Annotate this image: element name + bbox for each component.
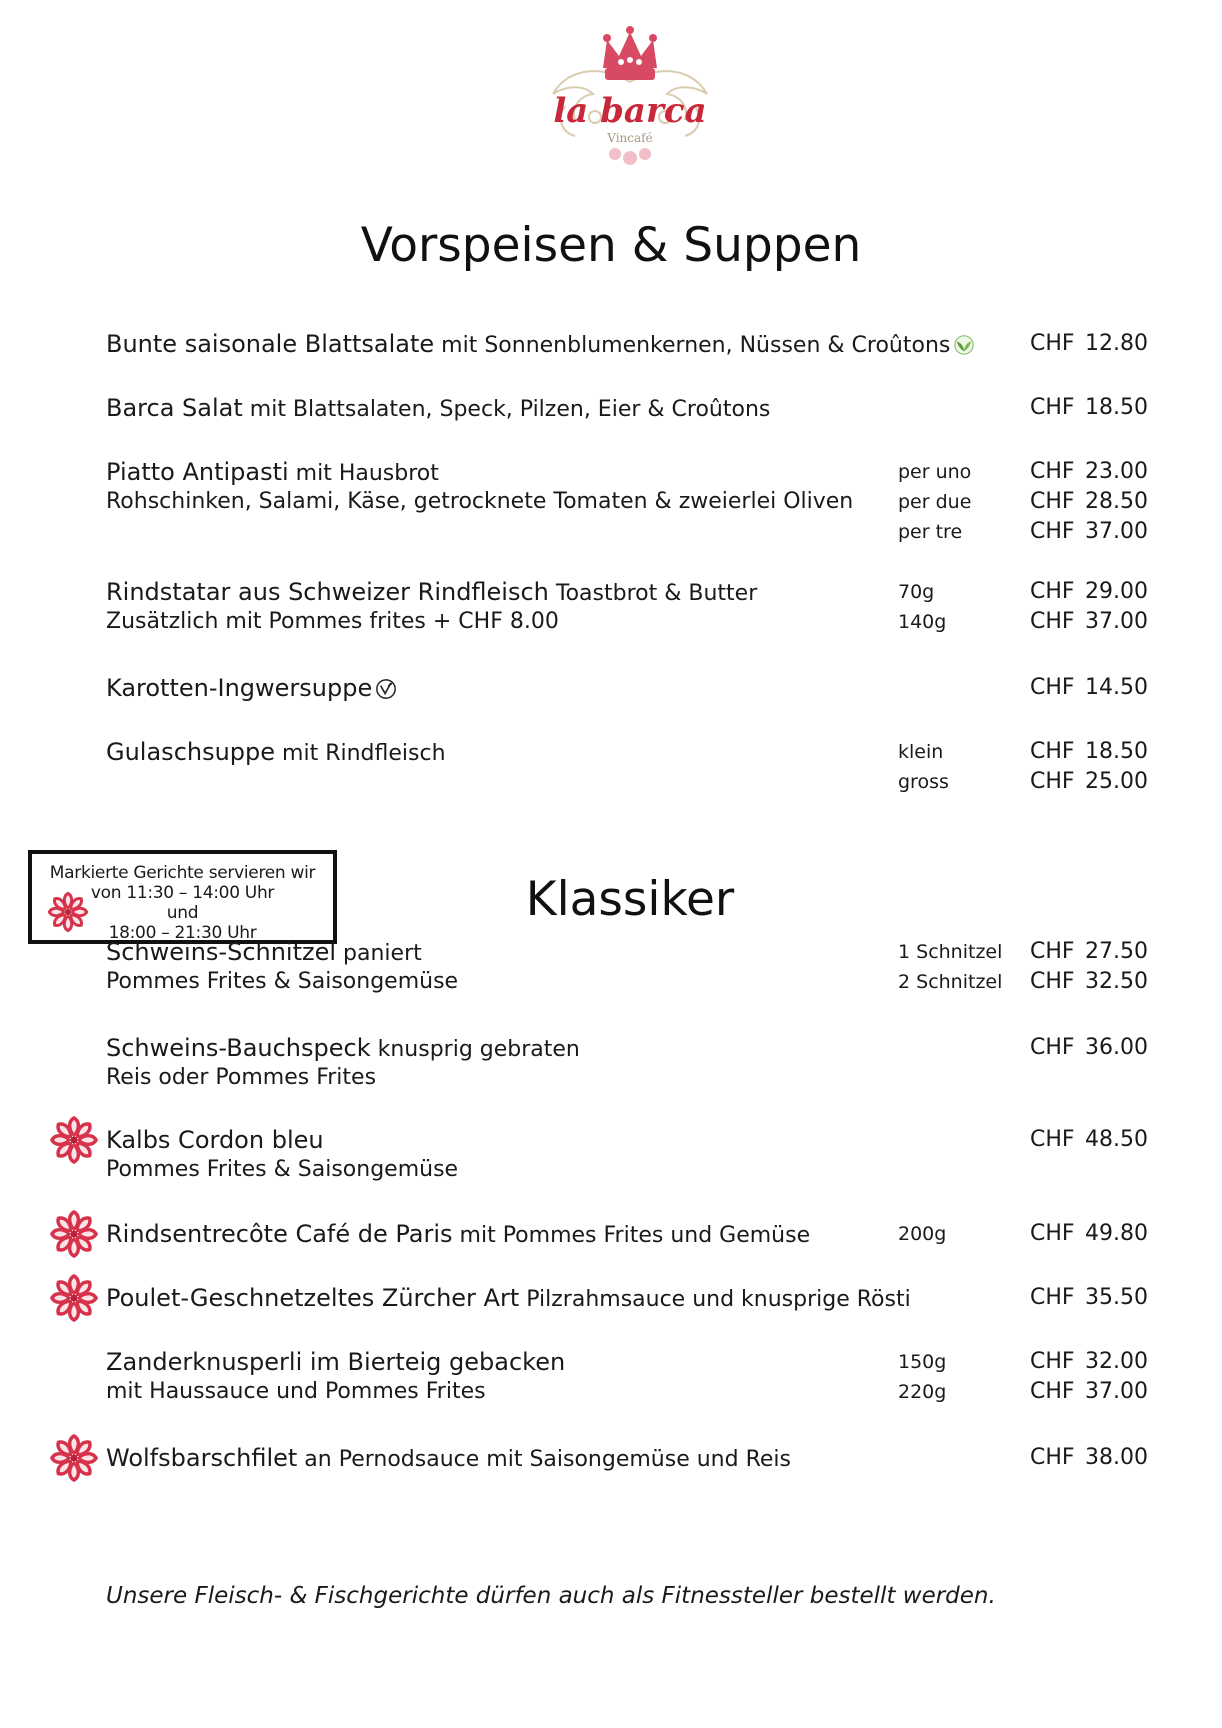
portion-size: 140g	[898, 611, 947, 633]
restaurant-logo	[535, 22, 725, 172]
price-currency: CHF	[1030, 1285, 1075, 1310]
menu-item	[106, 736, 446, 768]
dish-name: Wolfsbarschfilet	[106, 1444, 298, 1472]
portion-size: gross	[898, 771, 949, 793]
price-currency: CHF	[1030, 459, 1075, 484]
price-amount: 49.80	[1085, 1221, 1148, 1246]
marked-dishes-info-box	[28, 850, 337, 944]
dish-name: Zanderknusperli im Bierteig gebacken	[106, 1348, 566, 1376]
price-amount: 18.50	[1085, 739, 1148, 764]
price-currency: CHF	[1030, 489, 1075, 514]
dish-name: Karotten-Ingwersuppe	[106, 674, 373, 702]
dish-description: knusprig gebraten	[370, 1037, 580, 1062]
price-amount: 27.50	[1085, 939, 1148, 964]
price	[1030, 1218, 1148, 1250]
dish-description: mit Blattsalaten, Speck, Pilzen, Eier & Croûtons	[242, 397, 771, 422]
flower-icon	[46, 890, 90, 934]
price	[1030, 1124, 1148, 1156]
flower-icon	[48, 1432, 100, 1484]
price-amount: 36.00	[1085, 1035, 1148, 1060]
info-line: von 11:30 – 14:00 Uhr	[90, 883, 275, 903]
price-amount: 37.00	[1085, 1379, 1148, 1404]
price-currency: CHF	[1030, 1445, 1075, 1470]
dish-description: paniert	[336, 941, 422, 966]
portion-size: 70g	[898, 581, 935, 603]
info-line: 18:00 – 21:30 Uhr	[108, 923, 257, 943]
price	[1030, 576, 1148, 608]
price-currency: CHF	[1030, 1127, 1075, 1152]
price-amount: 38.00	[1085, 1445, 1148, 1470]
price-amount: 37.00	[1085, 609, 1148, 634]
price-amount: 23.00	[1085, 459, 1148, 484]
brand-tagline: Vincafé	[607, 131, 653, 145]
price-amount: 12.80	[1085, 331, 1148, 356]
price-currency: CHF	[1030, 519, 1075, 544]
menu-item	[106, 576, 757, 608]
price	[1030, 966, 1148, 998]
price-currency: CHF	[1030, 939, 1075, 964]
dish-name: Schweins-Bauchspeck	[106, 1034, 371, 1062]
menu-item	[106, 1282, 911, 1314]
info-line: Markierte Gerichte servieren wir	[49, 863, 316, 883]
dish-description: mit Hausbrot	[288, 461, 439, 486]
portion-size: per tre	[898, 521, 963, 543]
portion-size: per due	[898, 491, 972, 513]
price-currency: CHF	[1030, 579, 1075, 604]
price-amount: 37.00	[1085, 519, 1148, 544]
dish-name: Rindstatar aus Schweizer Rindfleisch	[106, 578, 549, 606]
menu-item	[106, 1442, 791, 1474]
dish-subline: Pommes Frites & Saisongemüse	[106, 969, 459, 994]
price-currency: CHF	[1030, 1349, 1075, 1374]
price	[1030, 606, 1148, 638]
dish-subline: mit Haussauce und Pommes Frites	[106, 1379, 486, 1404]
dish-subline: Rohschinken, Salami, Käse, getrocknete Tomaten & zweierlei Oliven	[106, 489, 854, 514]
price-currency: CHF	[1030, 969, 1075, 994]
price	[1030, 766, 1148, 798]
menu-item	[106, 1346, 565, 1378]
portion-size: 220g	[898, 1381, 947, 1403]
dish-name: Piatto Antipasti	[106, 458, 289, 486]
price	[1030, 486, 1148, 518]
dish-description: Pilzrahmsauce und knusprige Rösti	[519, 1287, 911, 1312]
dish-subline: Reis oder Pommes Frites	[106, 1065, 377, 1090]
flower-icon	[48, 1272, 100, 1324]
menu-item	[106, 392, 770, 424]
dish-subline: Zusätzlich mit Pommes frites + CHF 8.00	[106, 609, 559, 634]
price-currency: CHF	[1030, 331, 1075, 356]
price-currency: CHF	[1030, 609, 1075, 634]
price-amount: 32.00	[1085, 1349, 1148, 1374]
price-amount: 25.00	[1085, 769, 1148, 794]
price-currency: CHF	[1030, 675, 1075, 700]
dish-description: Toastbrot & Butter	[548, 581, 758, 606]
portion-size: 1 Schnitzel	[898, 941, 1003, 963]
dish-description: mit Rindfleisch	[275, 741, 446, 766]
price-amount: 18.50	[1085, 395, 1148, 420]
price	[1030, 456, 1148, 488]
leaf-icon	[950, 330, 975, 358]
menu-item	[106, 1218, 810, 1250]
footer-note: Unsere Fleisch- & Fischgerichte dürfen auch als Fitnessteller bestellt werden.	[106, 1583, 996, 1609]
dish-description: an Pernodsauce mit Saisongemüse und Reis	[297, 1447, 791, 1472]
price-amount: 48.50	[1085, 1127, 1148, 1152]
section-title-starters: Vorspeisen & Suppen	[360, 218, 862, 273]
portion-size: klein	[898, 741, 944, 763]
menu-item	[106, 456, 439, 488]
portion-size: 2 Schnitzel	[898, 971, 1003, 993]
price-currency: CHF	[1030, 1379, 1075, 1404]
portion-size: 200g	[898, 1223, 947, 1245]
menu-item	[106, 328, 975, 360]
menu-item	[106, 1032, 580, 1064]
price	[1030, 736, 1148, 768]
flower-icon	[48, 1208, 100, 1260]
dish-description: mit Sonnenblumenkernen, Nüssen & Croûtons	[434, 333, 951, 358]
menu-item	[106, 672, 397, 704]
dish-name: Rindsentrecôte Café de Paris	[106, 1220, 453, 1248]
price-amount: 32.50	[1085, 969, 1148, 994]
dish-name: Poulet-Geschnetzeltes Zürcher Art	[106, 1284, 520, 1312]
price-amount: 35.50	[1085, 1285, 1148, 1310]
price	[1030, 1376, 1148, 1408]
price-currency: CHF	[1030, 395, 1075, 420]
info-line: und	[166, 903, 199, 923]
dish-name: Bunte saisonale Blattsalate	[106, 330, 435, 358]
price	[1030, 936, 1148, 968]
price	[1030, 672, 1148, 704]
brand-wordmark: la barca	[553, 91, 707, 131]
price	[1030, 1282, 1148, 1314]
price	[1030, 392, 1148, 424]
price-amount: 29.00	[1085, 579, 1148, 604]
price-currency: CHF	[1030, 1035, 1075, 1060]
vegan-icon	[372, 674, 397, 702]
menu-item	[106, 1124, 324, 1156]
flower-icon	[48, 1114, 100, 1166]
dish-name: Gulaschsuppe	[106, 738, 276, 766]
price-amount: 14.50	[1085, 675, 1148, 700]
price-currency: CHF	[1030, 769, 1075, 794]
portion-size: per uno	[898, 461, 972, 483]
price	[1030, 516, 1148, 548]
price	[1030, 1032, 1148, 1064]
portion-size: 150g	[898, 1351, 947, 1373]
dish-description: mit Pommes Frites und Gemüse	[452, 1223, 811, 1248]
price-currency: CHF	[1030, 1221, 1075, 1246]
dish-name: Schweins-Schnitzel	[106, 938, 337, 966]
price-currency: CHF	[1030, 739, 1075, 764]
dish-name: Kalbs Cordon bleu	[106, 1126, 324, 1154]
dish-subline: Pommes Frites & Saisongemüse	[106, 1157, 459, 1182]
dish-name: Barca Salat	[106, 394, 243, 422]
price-amount: 28.50	[1085, 489, 1148, 514]
price	[1030, 1442, 1148, 1474]
price	[1030, 1346, 1148, 1378]
price	[1030, 328, 1148, 360]
menu-item	[106, 936, 422, 968]
section-title-classics: Klassiker	[525, 872, 735, 927]
